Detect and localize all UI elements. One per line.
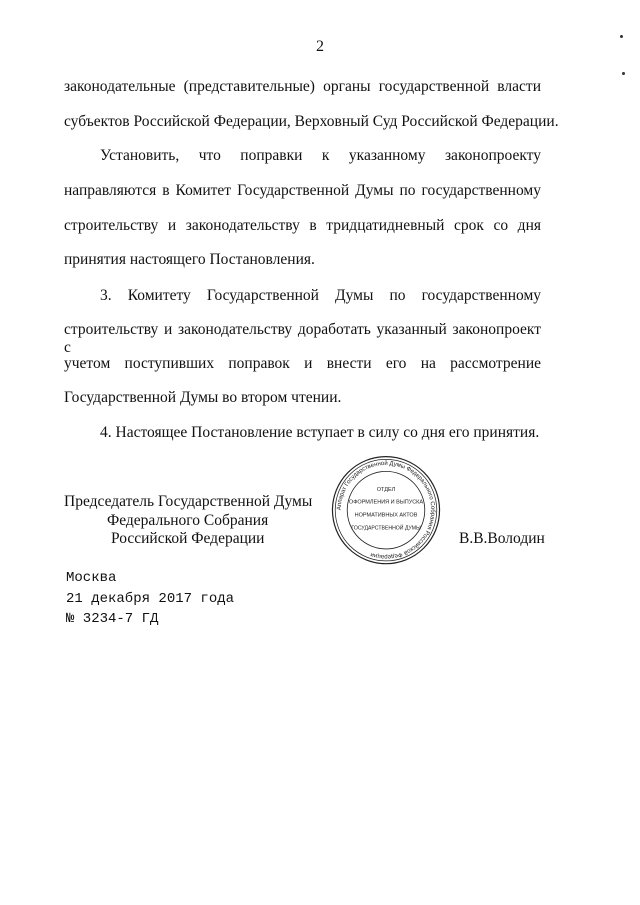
signatory-title: Председатель Государственной Думы	[64, 493, 313, 510]
official-stamp	[326, 452, 446, 572]
body-line: учетом поступивших поправок и внести его на рассмотрение	[64, 355, 541, 372]
stamp-center-text: ГОСУДАРСТВЕННОЙ ДУМЫ	[351, 525, 421, 532]
body-line: 3. Комитету Государственной Думы по государственному	[100, 287, 541, 304]
body-line: субъектов Российской Федерации, Верховный Суд Российской Федерации.	[64, 113, 559, 130]
stamp-center-text: ОТДЕЛ	[376, 486, 396, 493]
body-line: направляются в Комитет Государственной Думы по государственному	[64, 182, 541, 199]
scan-speck	[622, 72, 625, 75]
body-line: принятия настоящего Постановления.	[64, 251, 315, 268]
document-number: № 3234-7 ГД	[66, 611, 159, 627]
document-date: 21 декабря 2017 года	[66, 591, 235, 607]
svg-text:Аппарат Государственной Думы Ф	[337, 460, 436, 560]
stamp-center-text: НОРМАТИВНЫХ АКТОВ	[354, 512, 418, 519]
body-line: строительству и законодательству доработать указанный законопроект с	[64, 321, 541, 356]
body-line: законодательные (представительные) органы государственной власти	[64, 78, 541, 95]
page-number: 2	[316, 38, 324, 55]
stamp-ring-text: Аппарат Государственной Думы Федерального Собрания Российской Федерации	[336, 460, 436, 560]
stamp-center-text: ОФОРМЛЕНИЯ И ВЫПУСКА	[348, 499, 424, 506]
body-line: 4. Настоящее Постановление вступает в силу со дня его принятия.	[100, 424, 540, 441]
signatory-title: Федерального Собрания	[107, 512, 269, 529]
body-line: Государственной Думы во втором чтении.	[64, 389, 342, 406]
body-line: Установить, что поправки к указанному законопроекту	[100, 147, 541, 164]
document-city: Москва	[66, 570, 117, 586]
signatory-name: В.В.Володин	[459, 530, 545, 547]
signatory-title: Российской Федерации	[111, 530, 265, 547]
body-line: строительству и законодательству в тридцатидневный срок со дня	[64, 217, 541, 234]
